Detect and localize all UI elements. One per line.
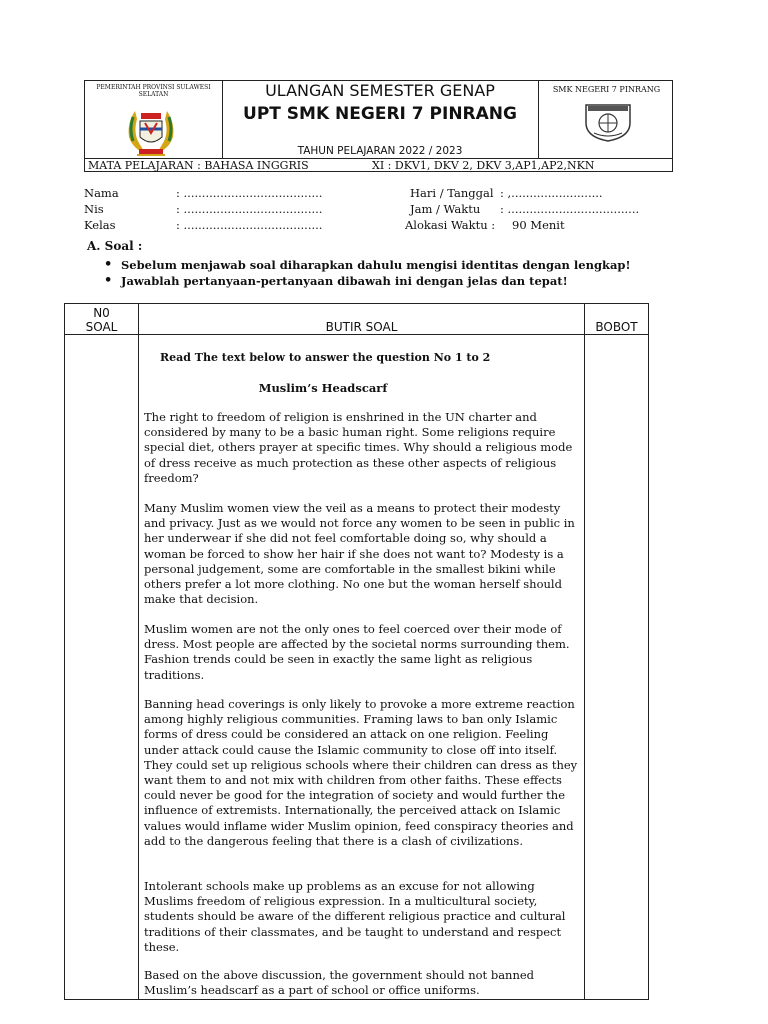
jam-field: : .................................... (500, 202, 640, 216)
nis-field: : ...................................... (176, 202, 323, 216)
instruction-item: • Sebelum menjawab soal diharapkan dahulu mengisi identitas dengan lengkap! (121, 258, 631, 272)
passage-paragraph: The right to freedom of religion is enshrined in the UN charter and considered by many to be a basic human right. Some religions require special diet, others prayer at specific times. Why should a religious mode of dress receive as much protection as these other aspects of religious freedom? (144, 410, 573, 485)
col-header-butir: BUTIR SOAL (325, 320, 398, 334)
school-emblem-icon (578, 99, 638, 143)
reading-instruction: Read The text below to answer the question No 1 to 2 (160, 351, 491, 364)
alokasi-label: Alokasi Waktu : (405, 218, 496, 232)
col-header-bobot: BOBOT (595, 320, 638, 334)
jam-label: Jam / Waktu (410, 202, 481, 216)
kelas-field: : ...................................... (176, 218, 323, 232)
government-label: PEMERINTAH PROVINSI SULAWESI SELATAN (96, 84, 211, 98)
passage-paragraph: Based on the above discussion, the government should not banned Muslim’s headscarf as a part of school or office uniforms. (144, 968, 535, 998)
hari-label: Hari / Tanggal (410, 186, 494, 200)
school-name-small: SMK NEGERI 7 PINRANG (552, 85, 661, 94)
exam-title: ULANGAN SEMESTER GENAP (265, 81, 495, 100)
nama-field: : ...................................... (176, 186, 323, 200)
school-name: UPT SMK NEGERI 7 PINRANG (243, 104, 517, 124)
province-emblem-icon (121, 103, 181, 159)
nis-label: Nis (84, 202, 104, 216)
header-box (84, 80, 673, 172)
class-info: XI : DKV1, DKV 2, DKV 3,AP1,AP2,NKN (372, 159, 595, 172)
instruction-item: • Jawablah pertanyaan-pertanyaan dibawah ini dengan jelas dan tepat! (121, 274, 568, 288)
divider (584, 304, 585, 999)
alokasi-value: 90 Menit (512, 218, 565, 232)
passage-paragraph: Many Muslim women view the veil as a means to protect their modesty and privacy. Just as we would not force any women to be seen in public in her underwear if she did not feel comfortable doing so, why should a woman be forced to show her hair if she does not want to? Modesty is a personal judgement, some are comfortable in the smallest bikini while others prefer a lot more clothing. No one but the woman herself should make that decision. (144, 501, 575, 607)
passage-paragraph: Muslim women are not the only ones to feel coerced over their mode of dress. Most people are affected by the societal norms surrounding them. Fashion trends could be seen in exactly the same light as religious traditions. (144, 622, 570, 682)
kelas-label: Kelas (84, 218, 116, 232)
col-header-no-line2: SOAL (85, 320, 118, 334)
section-heading: A. Soal : (87, 239, 143, 253)
passage-paragraph: Intolerant schools make up problems as an excuse for not allowing Muslims freedom of religious expression. In a multicultural society, students should be aware of the different religious practice and cultural traditions of their classmates, and be taught to understand and respect these. (144, 879, 566, 954)
academic-year: TAHUN PELAJARAN 2022 / 2023 (297, 145, 463, 157)
col-header-no-line1: N0 (93, 306, 110, 320)
passage-paragraph: Banning head coverings is only likely to provoke a more extreme reaction among highly religious communities. Framing laws to ban only Islamic forms of dress could be considered an attack on one religion. Feeling under attack could cause the Islamic community to close off into itself. They could set up religious schools where their children can dress as they want them to and not mix with children from other faiths. These effects could never be good for the integration of society and would further the influence of extremists. Internationally, the perceived attack on Islamic values would inflame wider Muslim opinion, feed conspiracy theories and add to the dangerous feeling that there is a clash of civilizations. (144, 697, 578, 848)
passage-title: Muslim’s Headscarf (258, 381, 388, 395)
col-header-no (65, 306, 138, 334)
subject-label: MATA PELAJARAN : BAHASA INGGRIS (88, 159, 309, 172)
divider (138, 304, 139, 999)
hari-field: : ,......................... (500, 186, 603, 200)
divider (65, 334, 648, 335)
nama-label: Nama (84, 186, 119, 200)
